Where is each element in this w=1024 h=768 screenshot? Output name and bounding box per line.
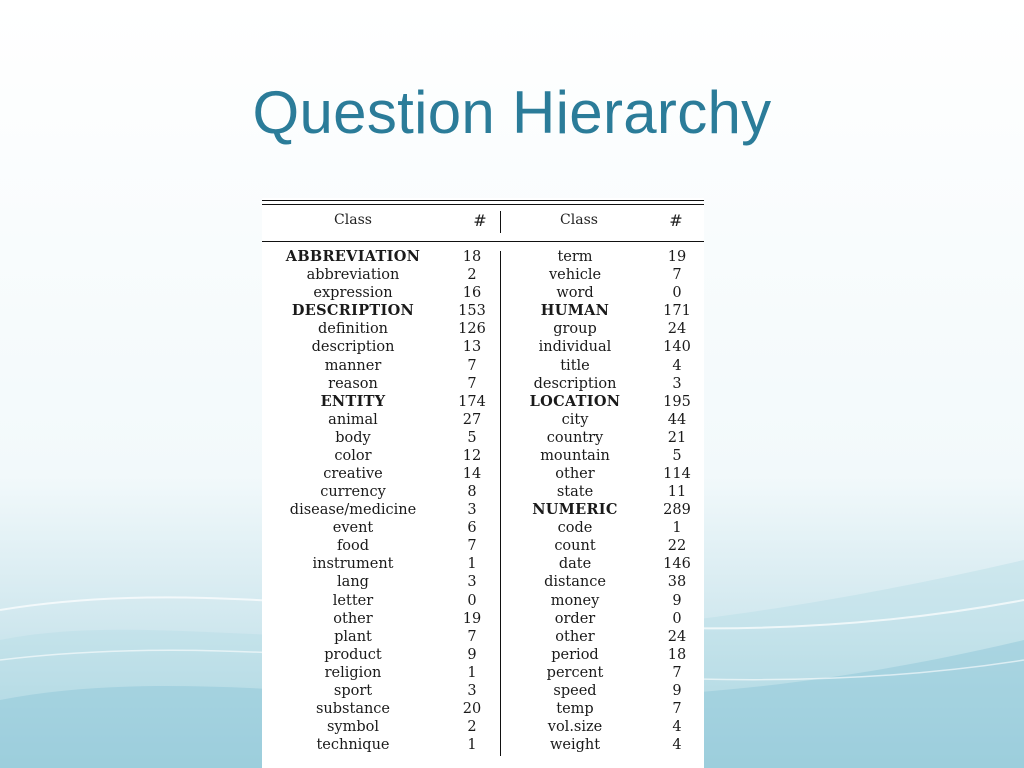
class-cell-left: food [336,538,370,555]
table-row [262,411,704,429]
count-cell-right: 7 [672,700,682,717]
table-row [262,718,704,736]
class-cell-left: DESCRIPTION [291,302,415,320]
class-cell-left: ABBREVIATION [285,248,421,266]
table-row [262,519,704,537]
count-cell-right: 171 [663,303,691,320]
class-cell-left: plant [334,628,372,645]
class-cell-right: code [557,520,593,537]
table-row [262,537,704,555]
class-cell-right: weight [549,737,601,754]
count-cell-right: 3 [672,375,682,392]
class-cell-left: definition [317,321,389,338]
count-cell-right: 195 [663,393,691,410]
class-cell-left: sport [333,682,373,699]
class-cell-right: money [550,592,600,609]
table-row [262,610,704,628]
count-cell-right: 4 [672,719,682,736]
count-cell-right: 5 [672,447,682,464]
count-cell-right: 289 [663,502,691,519]
class-cell-right: speed [553,682,597,699]
count-cell-left: 1 [467,737,477,754]
table-row [262,628,704,646]
count-cell-right: 9 [672,592,682,609]
class-cell-right: term [557,249,593,266]
count-cell-left: 12 [462,447,482,464]
class-cell-left: description [311,339,395,356]
class-cell-left: letter [332,592,374,609]
count-cell-right: 18 [667,646,687,663]
count-cell-right: 7 [672,267,682,284]
count-cell-right: 4 [672,737,682,754]
table-row [262,338,704,356]
class-cell-right: title [560,357,590,374]
table-row [262,555,704,573]
class-cell-right: count [554,538,596,555]
class-cell-right: HUMAN [540,302,610,320]
count-cell-right: 114 [663,465,691,482]
table-row [262,248,704,266]
class-cell-right: date [558,556,592,573]
count-cell-left: 20 [462,700,482,717]
table-row [262,266,704,284]
count-cell-left: 2 [467,719,477,736]
class-cell-right: individual [538,339,612,356]
count-cell-right: 24 [667,628,687,645]
class-cell-right: description [533,375,617,392]
header-class-right: Class [560,212,598,228]
table-row [262,736,704,754]
table-row [262,284,704,302]
table-row [262,501,704,519]
class-cell-left: reason [328,375,378,392]
count-cell-left: 5 [467,429,477,446]
count-cell-left: 7 [467,375,477,392]
class-cell-right: LOCATION [529,392,621,410]
table-row [262,700,704,718]
count-cell-right: 24 [667,321,687,338]
class-cell-right: country [546,429,604,446]
class-cell-left: creative [323,465,383,482]
class-cell-left: other [333,610,373,627]
count-cell-left: 0 [467,592,477,609]
count-cell-left: 27 [462,411,482,428]
count-cell-left: 7 [467,538,477,555]
class-cell-right: city [561,411,589,428]
column-divider-header [500,211,501,233]
class-cell-left: ENTITY [320,392,386,410]
class-cell-left: event [332,520,374,537]
class-cell-left: substance [315,700,390,717]
header-class-left: Class [334,212,372,228]
table-top-rule [262,200,704,201]
count-cell-left: 8 [467,484,477,501]
header-count-right: # [669,211,683,230]
class-cell-left: lang [337,574,369,591]
count-cell-left: 1 [467,664,477,681]
count-cell-right: 0 [672,610,682,627]
class-cell-right: other [555,628,595,645]
table-row [262,646,704,664]
class-cell-right: other [555,465,595,482]
count-cell-left: 7 [467,357,477,374]
count-cell-right: 19 [667,249,687,266]
count-cell-left: 2 [467,267,477,284]
count-cell-left: 3 [467,682,477,699]
class-cell-left: symbol [326,719,380,736]
class-cell-right: percent [546,664,604,681]
question-hierarchy-table [262,198,704,768]
count-cell-left: 9 [467,646,477,663]
count-cell-left: 1 [467,556,477,573]
table-top-rule-inner [262,204,704,205]
class-cell-left: expression [313,285,393,302]
class-cell-right: group [553,321,597,338]
class-cell-right: distance [544,574,606,591]
class-cell-right: order [554,610,596,627]
table-row [262,447,704,465]
table-row [262,483,704,501]
count-cell-left: 19 [462,610,482,627]
count-cell-left: 16 [462,285,482,302]
count-cell-left: 3 [467,574,477,591]
class-cell-right: vol.size [547,719,603,736]
count-cell-right: 0 [672,285,682,302]
count-cell-right: 44 [667,411,687,428]
table-row [262,573,704,591]
count-cell-left: 153 [458,303,486,320]
count-cell-right: 4 [672,357,682,374]
class-cell-left: abbreviation [306,267,400,284]
class-cell-right: word [556,285,594,302]
slide-title: Question Hierarchy [252,79,772,146]
count-cell-left: 18 [462,249,482,266]
class-cell-left: instrument [312,556,394,573]
count-cell-left: 14 [462,465,482,482]
class-cell-left: disease/medicine [289,502,417,519]
count-cell-right: 7 [672,664,682,681]
count-cell-right: 9 [672,682,682,699]
table-row [262,465,704,483]
count-cell-right: 11 [667,484,687,501]
count-cell-left: 13 [462,339,482,356]
class-cell-right: state [556,484,594,501]
count-cell-right: 146 [663,556,691,573]
class-cell-right: period [551,646,599,663]
class-cell-left: manner [324,357,382,374]
class-cell-left: animal [328,411,378,428]
class-cell-right: NUMERIC [532,501,618,519]
count-cell-left: 7 [467,628,477,645]
class-cell-left: body [335,429,371,446]
class-cell-left: technique [316,737,390,754]
class-cell-right: temp [556,700,594,717]
header-count-left: # [473,211,487,230]
table-row [262,393,704,411]
class-cell-left: color [334,447,372,464]
table-row [262,591,704,609]
table-row [262,429,704,447]
count-cell-left: 3 [467,502,477,519]
count-cell-left: 126 [458,321,486,338]
class-cell-left: product [324,646,382,663]
table-row [262,356,704,374]
table-row [262,302,704,320]
class-cell-right: mountain [540,447,610,464]
count-cell-right: 140 [663,339,691,356]
table-row [262,664,704,682]
table-header-rule [262,241,704,242]
count-cell-left: 174 [458,393,486,410]
table-row [262,375,704,393]
class-cell-left: religion [324,664,382,681]
table-body [262,248,704,754]
count-cell-right: 21 [667,429,687,446]
class-cell-left: currency [320,484,386,501]
table-row [262,320,704,338]
count-cell-left: 6 [467,520,477,537]
count-cell-right: 38 [667,574,687,591]
table-row [262,682,704,700]
count-cell-right: 22 [667,538,687,555]
class-cell-right: vehicle [548,267,602,284]
count-cell-right: 1 [672,520,682,537]
